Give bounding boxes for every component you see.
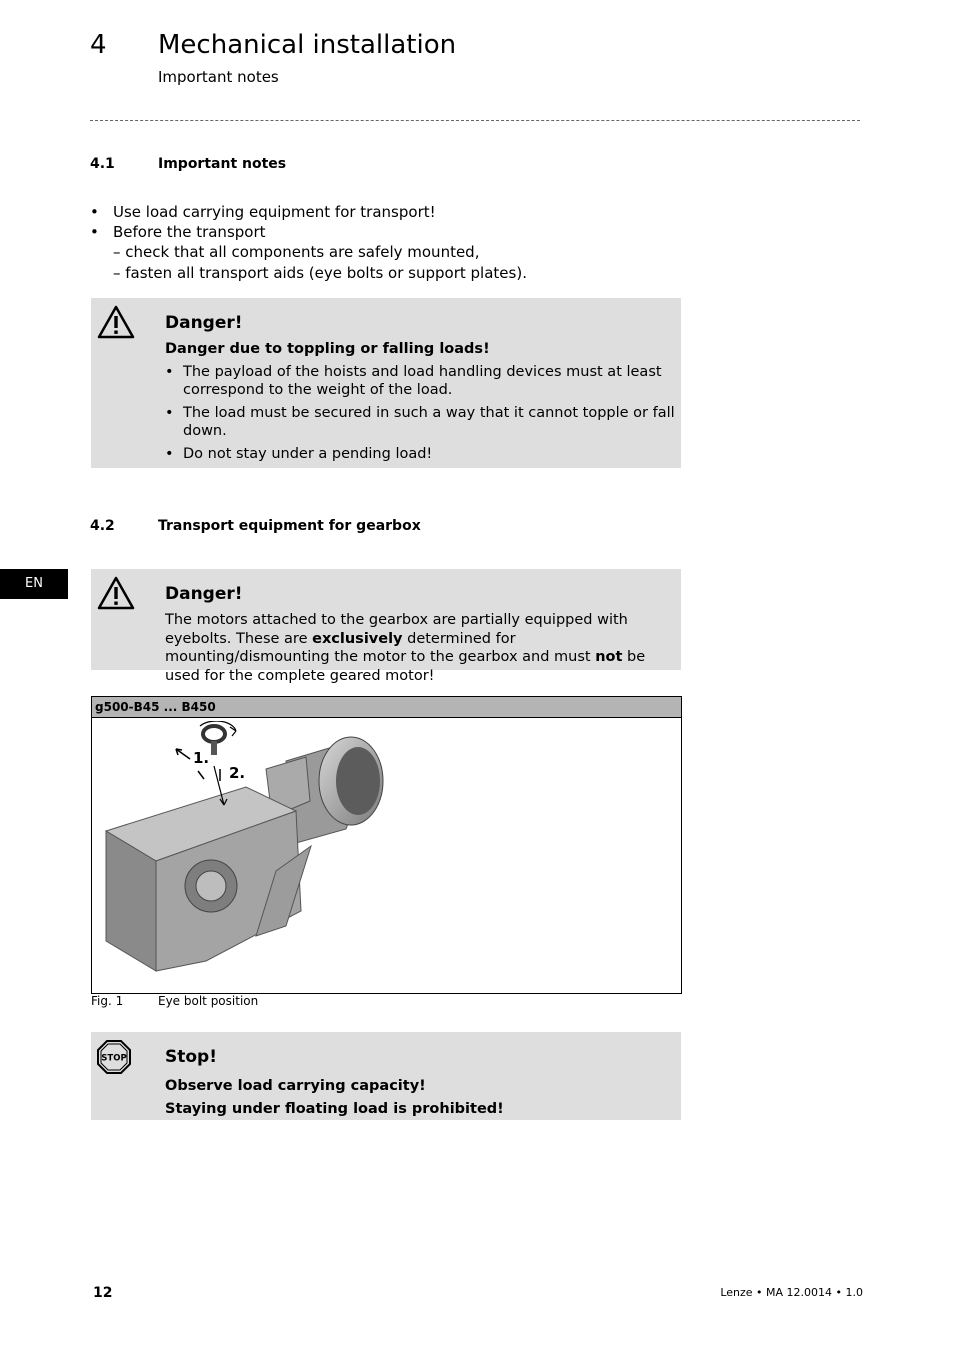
figure-caption-text: Eye bolt position [158, 994, 259, 1008]
chapter-title: Mechanical installation [158, 30, 457, 60]
chapter-number: 4 [90, 30, 107, 60]
danger-body: The motors attached to the gearbox are partially equipped with eyebolts. These are exclusively determined for mounting/dismounting the motor to the gearbox and must not be used for the complete geared motor! [165, 612, 646, 684]
danger-item-list [165, 363, 675, 464]
svg-text:STOP: STOP [101, 1053, 127, 1064]
danger-note-eyebolts [91, 569, 681, 684]
step-2-label: 2. [229, 764, 246, 782]
danger-body [165, 340, 675, 467]
figure-header: g500-B45 ... B450 [92, 697, 681, 718]
warning-triangle-icon [97, 575, 135, 611]
geared-motor-illustration [96, 721, 396, 981]
list-item: • Do not stay under a pending load! [165, 445, 433, 462]
document-reference: Lenze • MA 12.0014 • 1.0 [720, 1286, 863, 1299]
sub-list-item: – check that all components are safely mounted, [113, 243, 480, 261]
list-item: • The load must be secured in such a way that it cannot topple or fall down. [165, 404, 675, 439]
danger-heading: Danger! [165, 313, 243, 333]
list-item: • Use load carrying equipment for transport! [90, 203, 436, 221]
list-item: • The payload of the hoists and load handling devices must at least correspond to the weight of the load. [165, 363, 662, 398]
section-number-4-2: 4.2 [90, 518, 115, 534]
stop-line: Observe load carrying capacity! [165, 1078, 426, 1094]
section-title-4-2: Transport equipment for gearbox [158, 518, 421, 534]
step-1-label: 1. [193, 749, 210, 767]
figure-caption-number: Fig. 1 [91, 994, 124, 1008]
stop-body [165, 1075, 675, 1121]
header-divider [90, 120, 860, 121]
stop-line: Staying under floating load is prohibited! [165, 1101, 504, 1117]
sub-list-item: – fasten all transport aids (eye bolts or support plates). [113, 264, 527, 282]
danger-note-toppling [91, 298, 681, 468]
chapter-subtitle: Important notes [158, 68, 279, 86]
gearbox-body [106, 787, 311, 971]
danger-heading: Danger! [165, 584, 243, 604]
stop-note [91, 1032, 681, 1120]
page-number: 12 [93, 1285, 113, 1301]
transport-bullet-list [90, 202, 527, 283]
section-title-4-1: Important notes [158, 156, 287, 172]
stop-heading: Stop! [165, 1047, 217, 1067]
language-tab[interactable]: EN [0, 569, 68, 599]
section-number-4-1: 4.1 [90, 156, 115, 172]
figure-frame [91, 696, 682, 994]
stop-octagon-icon [96, 1039, 132, 1075]
warning-triangle-icon [97, 304, 135, 340]
danger-subheading: Danger due to toppling or falling loads! [165, 341, 490, 357]
list-item: • Before the transport [90, 223, 266, 241]
